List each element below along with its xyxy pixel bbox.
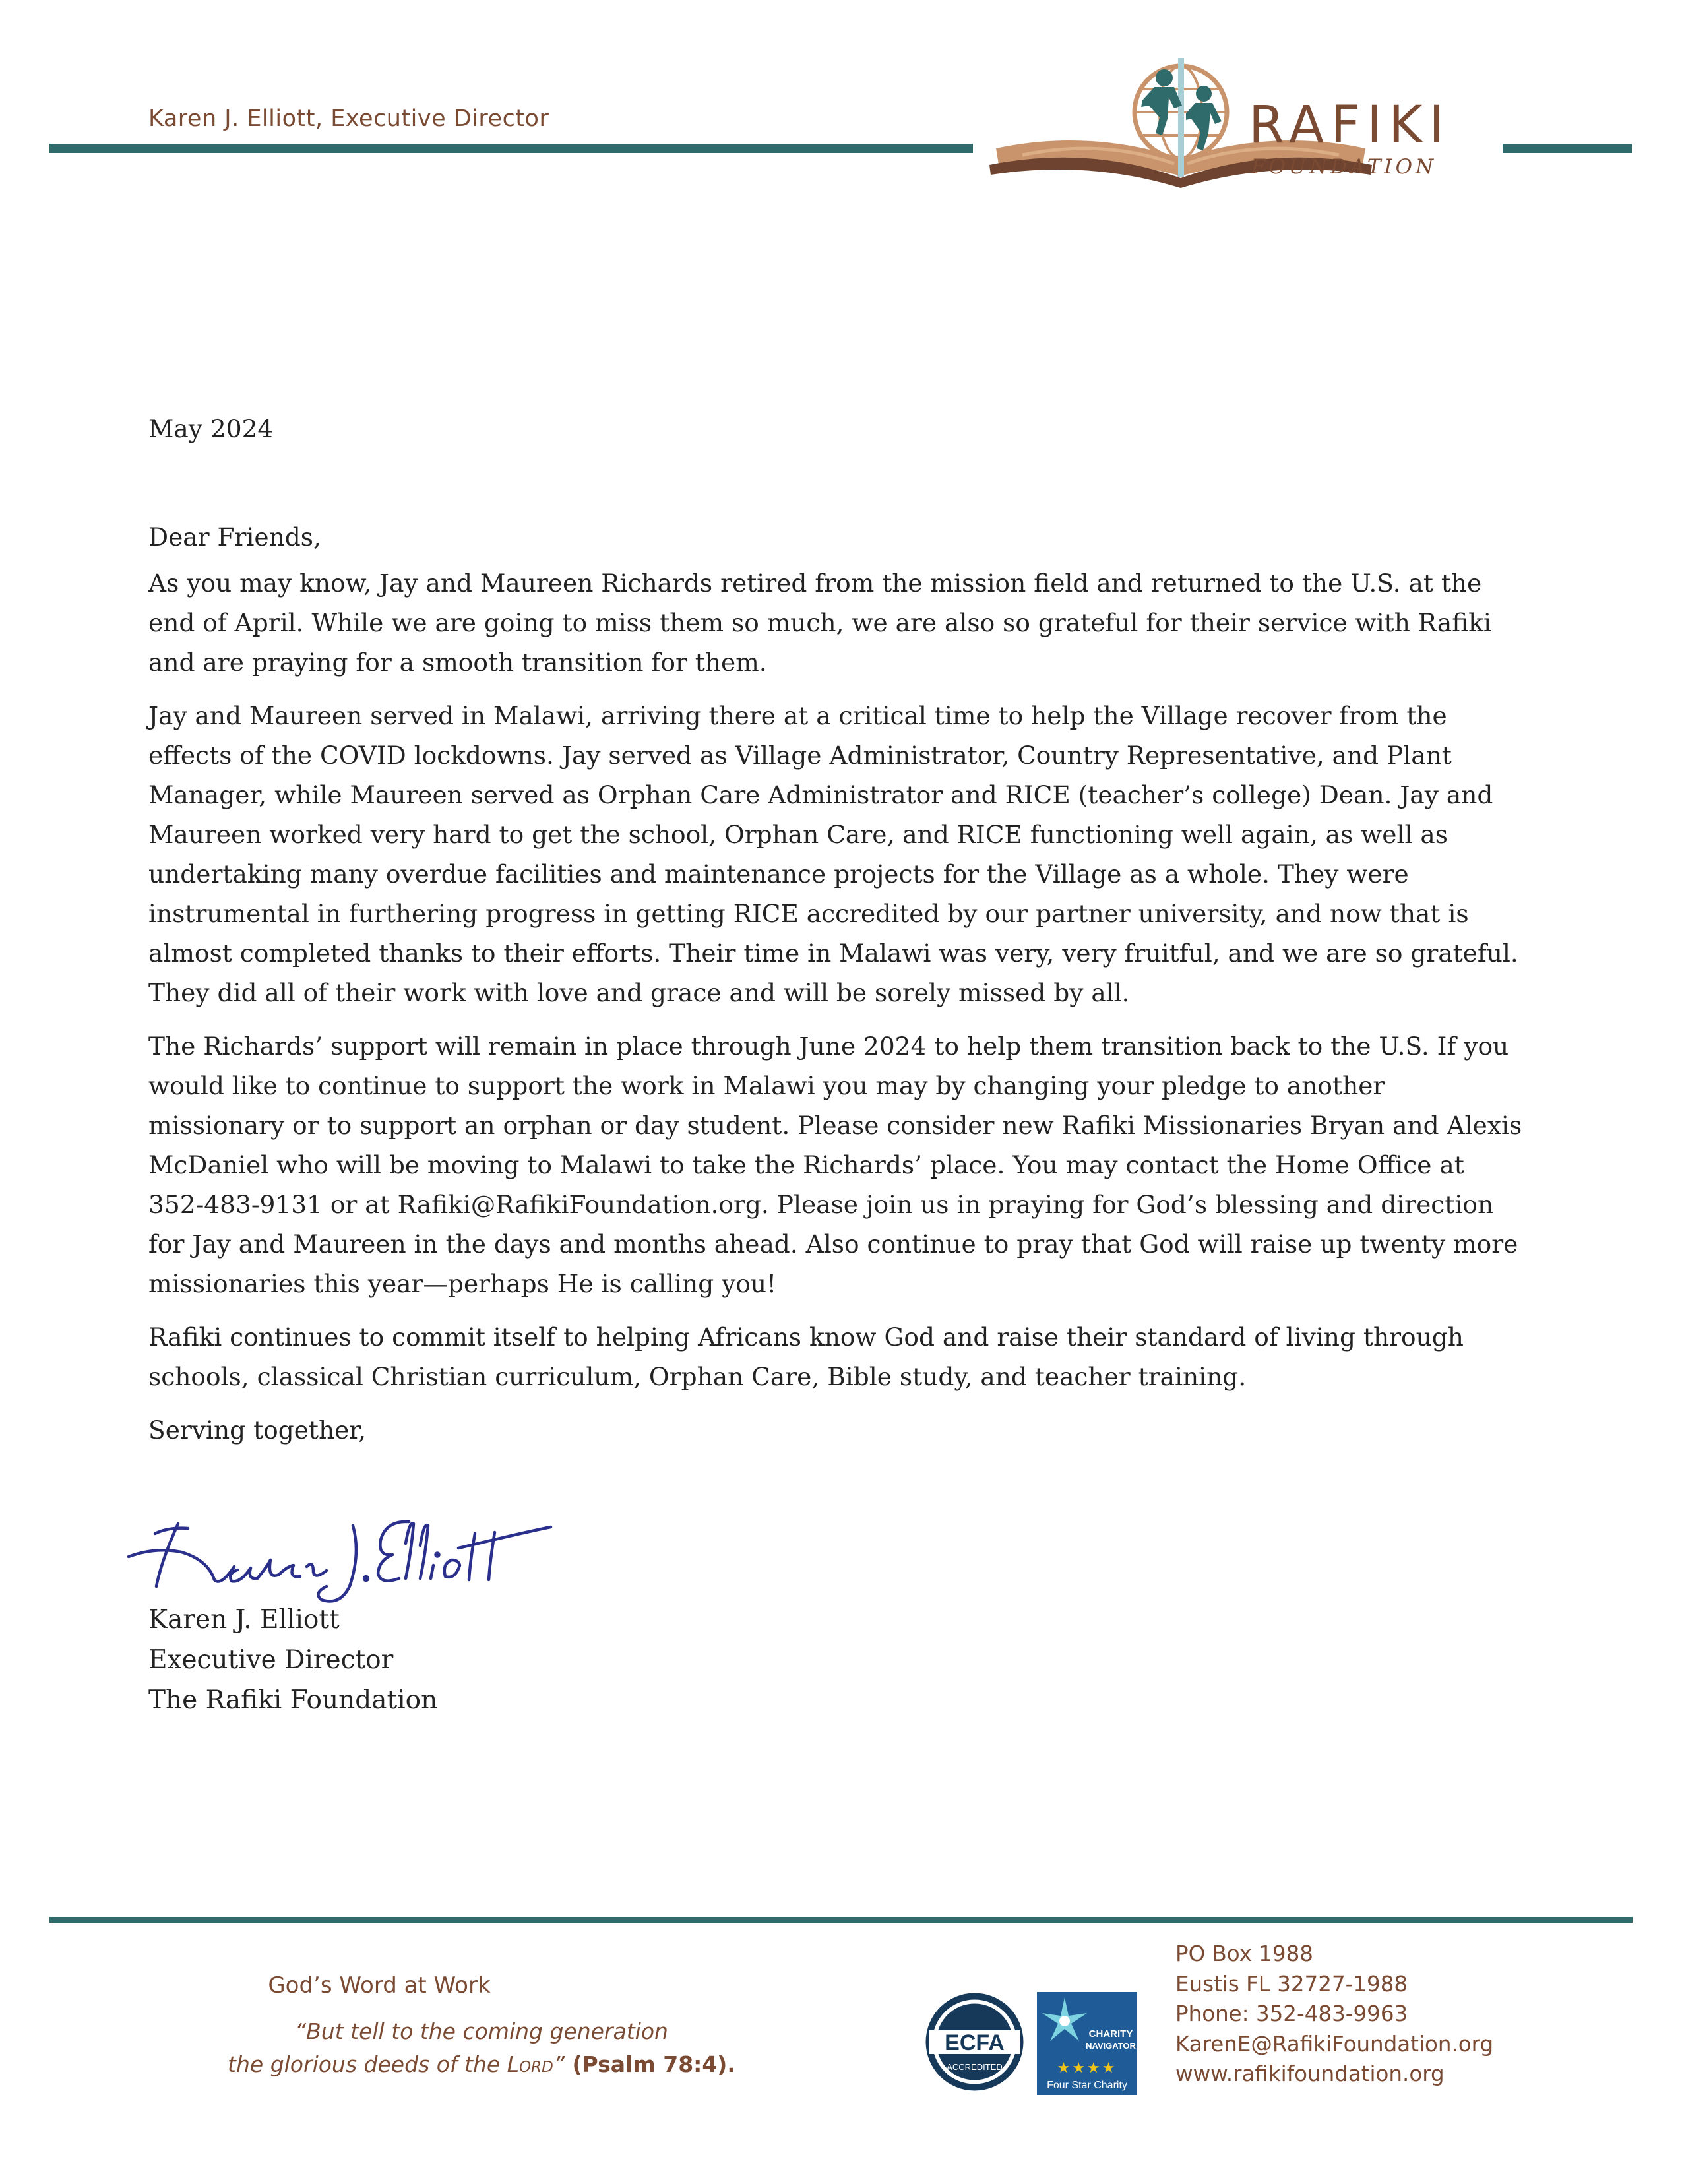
logo-wordmark: RAFIKI	[1249, 96, 1451, 155]
quote-lord: Lord	[507, 2051, 553, 2077]
contact-address	[1175, 1939, 1493, 2090]
closing: Serving together,	[148, 1416, 367, 1445]
paragraph: As you may know, Jay and Maureen Richards retired from the mission field and returned to the U.S. at the end of April. While we are going to miss them so much, we are also so grateful for their service with Rafiki and are praying for a smooth transition for them.	[148, 569, 1491, 677]
footer-tagline: God’s Word at Work	[268, 1972, 491, 1999]
ecfa-badge-icon	[923, 1991, 1026, 2093]
salutation: Dear Friends,	[148, 522, 321, 551]
signoff-name: Karen J. Elliott	[148, 1605, 340, 1635]
svg-text:CHARITY: CHARITY	[1088, 2028, 1133, 2040]
scripture-quote	[158, 2015, 805, 2081]
signoff-org: The Rafiki Foundation	[148, 1685, 438, 1715]
paragraph: Jay and Maureen served in Malawi, arriving there at a critical time to help the Village recover from the effects of the COVID lockdowns. Jay served as Village Administrator, Country Representative, and Plant Manager, while Maureen served as Orphan Care Administrator and RICE (teacher’s college) Dean. Jay and Maureen worked very hard to get the school, Orphan Care, and RICE functioning well again, as well as undertaking many overdue facilities and maintenance projects for the Village as a whole. They were instrumental in furthering progress in getting RICE accredited by our partner university, and now that is almost completed thanks to their efforts. Their time in Malawi was very, very fruitful, and we are so grateful. They did all of their work with love and grace and will be sorely missed by all.	[148, 701, 1518, 1007]
signoff-title: Executive Director	[148, 1645, 394, 1675]
header-rule-right	[1503, 144, 1632, 153]
svg-text:ECFA: ECFA	[945, 2030, 1005, 2055]
website-link[interactable]: www.rafikifoundation.org	[1175, 2061, 1445, 2086]
address-line: Eustis FL 32727-1988	[1175, 1971, 1408, 1997]
letter-body	[148, 409, 1527, 1464]
paragraph: The Richards’ support will remain in place through June 2024 to help them transition back to the U.S. If you would like to continue to support the work in Malawi you may by changing your pledge to another missionary or to support an orphan or day student. Please consider new Rafiki Missionaries Bryan and Alexis McDaniel who will be moving to Malawi to take the Richards’ place. You may contact the Home Office at 352-483-9131 or at Rafiki@RafikiFoundation.org. Please join us in praying for God’s blessing and direction for Jay and Maureen in the days and months ahead. Also continue to pray that God will raise up twenty more missionaries this year—perhaps He is calling you!	[148, 1032, 1522, 1298]
address-line: PO Box 1988	[1175, 1941, 1313, 1966]
paragraph: Rafiki continues to commit itself to helping Africans know God and raise their standard of living through schools, classical Christian curriculum, Orphan Care, Bible study, and teacher training.	[148, 1323, 1464, 1391]
footer-rule	[49, 1917, 1633, 1923]
svg-text:★★★★: ★★★★	[1057, 2060, 1117, 2076]
header-title: Karen J. Elliott, Executive Director	[148, 106, 549, 132]
phone-line: Phone: 352-483-9963	[1175, 2001, 1408, 2026]
quote-line-1: “But tell to the coming generation	[295, 2018, 668, 2044]
svg-text:ACCREDITED: ACCREDITED	[947, 2062, 1003, 2072]
quote-line-2: the glorious deeds of the Lord” (Psalm 78:4).	[228, 2051, 735, 2077]
email-link[interactable]: KarenE@RafikiFoundation.org	[1175, 2031, 1494, 2057]
svg-text:NAVIGATOR: NAVIGATOR	[1086, 2041, 1136, 2051]
svg-text:Four Star Charity: Four Star Charity	[1047, 2080, 1127, 2091]
quote-reference: (Psalm 78:4).	[564, 2051, 735, 2077]
signoff-block	[148, 1600, 437, 1720]
letter-date: May 2024	[148, 414, 274, 443]
logo-subtitle: FOUNDATION	[1251, 155, 1437, 179]
handwritten-signature	[115, 1494, 564, 1613]
header-rule-left	[49, 144, 973, 153]
charity-navigator-badge-icon	[1037, 1992, 1137, 2095]
